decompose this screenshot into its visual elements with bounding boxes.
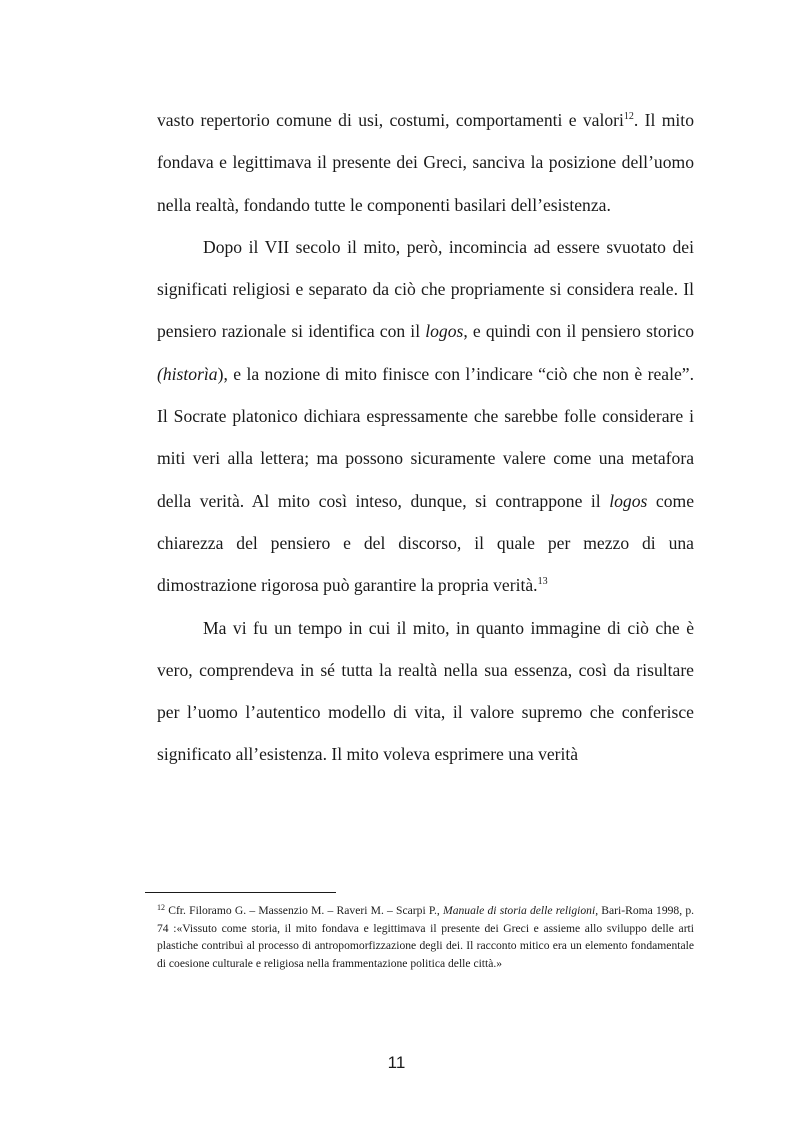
paragraph-3-text: Ma vi fu un tempo in cui il mito, in quanto immagine di ciò che è vero, comprendeva in sé tutta la realtà nella sua essenza, così da risultare per l’uomo l’autentico modello di vita, il valore supremo che conferisce significato all’esistenza. Il mito voleva esprimere una verità <box>157 617 694 765</box>
historia-term: (historìa <box>157 363 218 384</box>
footnote-text-a: Cfr. Filoramo G. – Massenzio M. – Raveri M. – Scarpi P., <box>165 904 444 917</box>
paragraph-2 <box>157 226 694 607</box>
paragraph-2-text-c: ), e la nozione di mito finisce con l’indicare “ciò che non è reale”. Il Socrate platonico dichiara espressamente che sarebbe folle considerare i miti veri alla lettera; ma possono sicuramente valere come una metafora della verità. Al mito così inteso, dunque, si contrappone il <box>157 363 694 511</box>
footnote-text-b: , Bari-Roma 1998, p. 74 :«Vissuto come storia, il mito fondava e legittimava il presente dei Greci e assieme allo sviluppo delle arti plastiche contribuì al processo di antropomorfizzazione degli dei. Il racconto mitico era un elemento fondamentale di coesione culturale e religiosa nella frammentazione politica delle città.» <box>157 904 695 970</box>
footnote-number: 12 <box>157 903 165 912</box>
paragraph-1-text-cont: . Il mito fondava e legittimava il presente dei Greci, sanciva la posizione dell’uomo nella realtà, fondando tutte le componenti basilari dell’esistenza. <box>157 110 694 215</box>
paragraph-2-text-b: , e quindi con il pensiero storico <box>463 321 694 342</box>
logos-term-2: logos <box>609 490 648 511</box>
footnote-book-title: Manuale di storia delle religioni <box>443 904 596 917</box>
body-text <box>157 99 694 776</box>
footnote-12 <box>157 902 694 972</box>
logos-term: logos <box>425 321 464 342</box>
footnote-separator <box>145 892 336 893</box>
paragraph-3 <box>157 607 694 776</box>
paragraph-2-text-a: Dopo il VII secolo il mito, però, incomincia ad essere svuotato dei significati religiosi e separato da ciò che propriamente si considera reale. Il pensiero razionale si identifica con il <box>157 236 694 342</box>
paragraph-2-text-d: come chiarezza del pensiero e del discorso, il quale per mezzo di una dimostrazione rigorosa può garantire la propria verità. <box>157 490 695 596</box>
paragraph-1 <box>157 99 694 226</box>
paragraph-1-text: vasto repertorio comune di usi, costumi, comportamenti e valori <box>157 110 624 130</box>
page-number: 11 <box>387 1053 406 1072</box>
footnote-ref-12: 12 <box>623 111 634 122</box>
footnote-ref-13: 13 <box>537 576 548 588</box>
